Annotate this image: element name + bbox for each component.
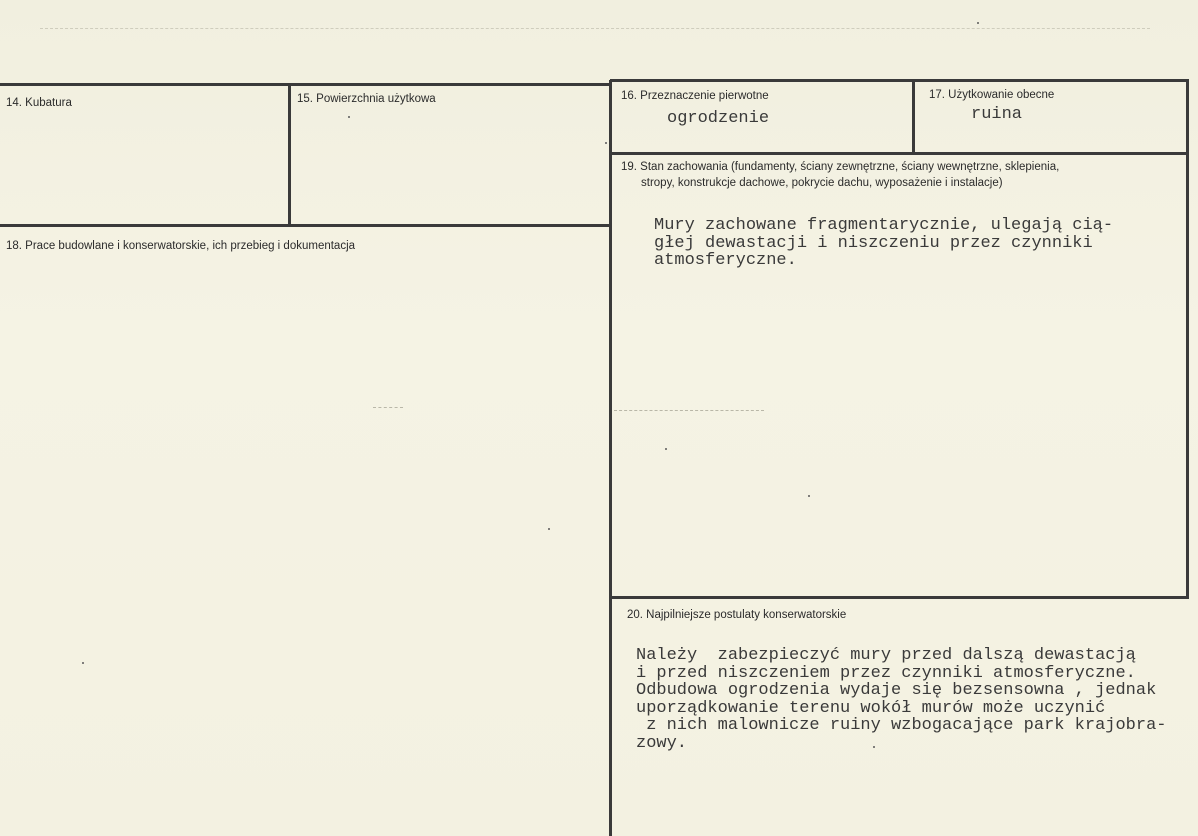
- faint-left-rule: [373, 407, 403, 408]
- speck-mark: [977, 22, 979, 24]
- field-17-value: ruina: [971, 105, 1023, 124]
- field-20-text: Należy zabezpieczyć mury przed dalszą dewastacją i przed niszczeniem przez czynniki atmosferyczne. Odbudowa ogrodzenia wydaje się bezsensowna , jednak uporządkowanie terenu wokół murów może uczynić z nich malownicze ruiny wzbogacające park krajobra- zowy.: [636, 646, 1167, 753]
- rule-top-right: [610, 79, 1188, 82]
- field-20-label: 20. Najpilniejsze postulaty konserwatorskie: [627, 609, 847, 621]
- field-15-label: 15. Powierzchnia użytkowa: [297, 93, 436, 105]
- field-19-text: Mury zachowane fragmentarycznie, ulegają cią- głej dewastacji i niszczeniu przez czynniki atmosferyczne.: [654, 216, 1114, 270]
- speck-mark: [348, 116, 350, 118]
- field-16-label: 16. Przeznaczenie pierwotne: [621, 90, 769, 102]
- field-19-label-line2: stropy, konstrukcje dachowe, pokrycie dachu, wyposażenie i instalacje): [641, 177, 1003, 189]
- top-faint-rule: [40, 28, 1150, 29]
- field-14-label: 14. Kubatura: [6, 97, 72, 109]
- speck-mark: [873, 746, 875, 748]
- rule-between-14-15: [288, 84, 291, 226]
- field-19-label-line1: 19. Stan zachowania (fundamenty, ściany zewnętrzne, ściany wewnętrzne, sklepienia,: [621, 161, 1060, 173]
- speck-mark: [82, 662, 84, 664]
- rule-below-16-17: [610, 152, 1188, 155]
- field-18-label: 18. Prace budowlane i konserwatorskie, ich przebieg i dokumentacja: [6, 240, 356, 252]
- speck-mark: [665, 448, 667, 450]
- rule-below-14-15: [0, 224, 612, 227]
- rule-right-edge: [1186, 79, 1189, 599]
- speck-mark: [548, 528, 550, 530]
- rule-main-divider: [609, 80, 612, 836]
- speck-mark: [605, 142, 607, 144]
- speck-mark: [808, 495, 810, 497]
- rule-top-left: [0, 83, 612, 86]
- field-16-value: ogrodzenie: [667, 109, 770, 128]
- rule-between-16-17: [912, 80, 915, 154]
- faint-mid-rule: [614, 410, 764, 411]
- rule-above-20: [612, 596, 1188, 599]
- field-17-label: 17. Użytkowanie obecne: [929, 89, 1055, 101]
